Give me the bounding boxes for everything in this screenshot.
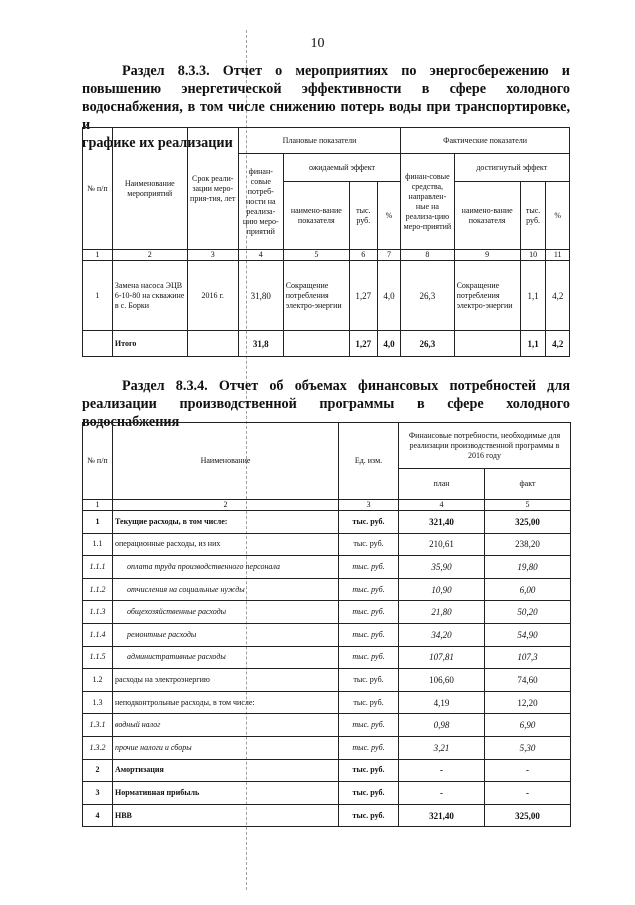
row-num: 1.2 (83, 669, 113, 692)
row-plan: 210,61 (399, 533, 485, 556)
column-number: 3 (187, 250, 238, 261)
header-financial-needs: Финансовые потребности, необходимые для реализации производственной программы в 2016 году (399, 423, 571, 469)
row-plan: 106,60 (399, 669, 485, 692)
header-plan-indicator-name: наимено-вание показателя (283, 182, 349, 250)
total-label: Итого (112, 331, 187, 357)
header-num: № п/п (83, 423, 113, 500)
row-fact: 74,60 (485, 669, 571, 692)
row-plan: 21,80 (399, 601, 485, 624)
total-plan-pct: 4,0 (377, 331, 401, 357)
heading-line: водоснабжения, в том числе снижению потерь воды при транспортировке, и (82, 99, 570, 133)
column-number-row (83, 500, 571, 511)
column-number: 1 (83, 500, 113, 511)
header-plan-financial-needs: финан-совые потреб-ности на реализа-цию меро-приятий (238, 154, 283, 250)
row-name: Текущие расходы, в том числе: (113, 511, 339, 534)
row-term: 2016 г. (187, 261, 238, 331)
row-name: отчисления на социальные нужды (113, 578, 339, 601)
row-plan: - (399, 782, 485, 805)
row-name: общехозяйственные расходы (113, 601, 339, 624)
column-number: 5 (283, 250, 349, 261)
total-plan-financial-needs: 31,8 (238, 331, 283, 357)
row-name: операционные расходы, из них (113, 533, 339, 556)
row-num: 1.1.5 (83, 646, 113, 669)
row-unit: тыс. руб. (339, 714, 399, 737)
table-row (83, 736, 571, 759)
row-fact: 12,20 (485, 691, 571, 714)
table-row (83, 578, 571, 601)
row-fact: 325,00 (485, 511, 571, 534)
heading-line: реализации производственной программы в сфере холодного (82, 396, 570, 412)
table-row (83, 714, 571, 737)
row-unit: тыс. руб. (339, 669, 399, 692)
heading-line: Раздел 8.3.3. Отчет о мероприятиях по энергосбережению и (122, 63, 570, 79)
header-plan-pct: % (377, 182, 401, 250)
heading-line: Раздел 8.3.4. Отчет об объемах финансовых потребностей для (122, 378, 570, 394)
row-num: 1 (83, 511, 113, 534)
total-fact-rub: 1,1 (520, 331, 546, 357)
row-plan: 0,98 (399, 714, 485, 737)
header-fact-indicator-name: наимено-вание показателя (454, 182, 520, 250)
page-number: 10 (310, 36, 325, 51)
header-planned-group: Плановые показатели (238, 128, 400, 154)
heading-line: повышению энергетической эффективности в сфере холодного (82, 81, 570, 97)
row-num: 1.1 (83, 533, 113, 556)
row-name: Амортизация (113, 759, 339, 782)
column-number: 9 (454, 250, 520, 261)
financial-needs-rows (83, 511, 571, 827)
table-row (83, 759, 571, 782)
row-num: 1.3.2 (83, 736, 113, 759)
table-row (83, 804, 571, 827)
header-term: Срок реали-зации меро-прия-тия, лет (187, 128, 238, 250)
column-number: 2 (113, 500, 339, 511)
row-num: 1 (83, 261, 113, 331)
row-plan-rub: 1,27 (349, 261, 377, 331)
row-unit: тыс. руб. (339, 646, 399, 669)
heading-line: водоснабжения (82, 414, 180, 430)
row-name: водный налог (113, 714, 339, 737)
row-plan: 34,20 (399, 623, 485, 646)
row-fact: 238,20 (485, 533, 571, 556)
row-name: ремонтные расходы (113, 623, 339, 646)
row-fact: 5,30 (485, 736, 571, 759)
row-fact: 6,90 (485, 714, 571, 737)
row-measure-name: Замена насоса ЭЦВ 6-10-80 на скважине в с. Борки (112, 261, 187, 331)
row-fact: 6,00 (485, 578, 571, 601)
row-name: неподконтрольные расходы, в том числе: (113, 691, 339, 714)
total-row (83, 331, 570, 357)
row-fact: 50,20 (485, 601, 571, 624)
row-unit: тыс. руб. (339, 578, 399, 601)
table-row (83, 669, 571, 692)
row-plan: 4,19 (399, 691, 485, 714)
header-fact-financial-means: финан-совые средства, направлен-ные на реализа-цию меро-приятий (401, 154, 454, 250)
row-plan-indicator-name: Сокращение потребления электро-энергии (283, 261, 349, 331)
energy-saving-measures-table (82, 127, 570, 357)
column-number: 6 (349, 250, 377, 261)
row-unit: тыс. руб. (339, 736, 399, 759)
header-expected-effect: ожидаемый эффект (283, 154, 400, 182)
row-name: административные расходы (113, 646, 339, 669)
financial-needs-table (82, 422, 571, 827)
table-row (83, 511, 571, 534)
row-num: 1.1.2 (83, 578, 113, 601)
table-row (83, 691, 571, 714)
column-number: 11 (546, 250, 570, 261)
row-fact: 325,00 (485, 804, 571, 827)
row-plan: 10,90 (399, 578, 485, 601)
row-name: НВВ (113, 804, 339, 827)
header-fact-rub: тыс. руб. (520, 182, 546, 250)
table-row (83, 782, 571, 805)
table-row (83, 261, 570, 331)
header-name: Наименование (113, 423, 339, 500)
row-fact: 54,90 (485, 623, 571, 646)
row-unit: тыс. руб. (339, 782, 399, 805)
row-plan: - (399, 759, 485, 782)
row-name: прочие налоги и сборы (113, 736, 339, 759)
column-number: 5 (485, 500, 571, 511)
heading-line: графике их реализации (82, 135, 233, 151)
header-plan: план (399, 469, 485, 500)
header-achieved-effect: достигнутый эффект (454, 154, 569, 182)
header-num: № п/п (83, 128, 113, 250)
row-unit: тыс. руб. (339, 533, 399, 556)
row-num: 1.3 (83, 691, 113, 714)
row-plan: 3,21 (399, 736, 485, 759)
header-plan-rub: тыс. руб. (349, 182, 377, 250)
column-number: 1 (83, 250, 113, 261)
row-num: 1.1.4 (83, 623, 113, 646)
header-measure-name: Наименование мероприятий (112, 128, 187, 250)
total-plan-rub: 1,27 (349, 331, 377, 357)
row-name: Нормативная прибыль (113, 782, 339, 805)
row-name: оплата труда производственного персонала (113, 556, 339, 579)
total-fact-pct: 4,2 (546, 331, 570, 357)
column-number: 7 (377, 250, 401, 261)
row-unit: тыс. руб. (339, 623, 399, 646)
row-plan-financial-needs: 31,80 (238, 261, 283, 331)
row-unit: тыс. руб. (339, 804, 399, 827)
table-row (83, 646, 571, 669)
table-row (83, 623, 571, 646)
table-row (83, 556, 571, 579)
row-plan: 35,90 (399, 556, 485, 579)
column-number: 2 (112, 250, 187, 261)
row-fact-financial-means: 26,3 (401, 261, 454, 331)
header-fact: факт (485, 469, 571, 500)
row-unit: тыс. руб. (339, 556, 399, 579)
row-fact: 107,3 (485, 646, 571, 669)
row-fact-indicator-name: Сокращение потребления электро-энергии (454, 261, 520, 331)
row-fact: - (485, 782, 571, 805)
header-fact-pct: % (546, 182, 570, 250)
row-num: 3 (83, 782, 113, 805)
header-unit: Ед. изм. (339, 423, 399, 500)
row-num: 4 (83, 804, 113, 827)
column-number: 4 (399, 500, 485, 511)
table-row (83, 601, 571, 624)
row-fact-rub: 1,1 (520, 261, 546, 331)
row-plan: 107,81 (399, 646, 485, 669)
row-num: 1.1.3 (83, 601, 113, 624)
table-row (83, 533, 571, 556)
row-fact-pct: 4,2 (546, 261, 570, 331)
total-fact-financial-means: 26,3 (401, 331, 454, 357)
row-fact: - (485, 759, 571, 782)
header-actual-group: Фактические показатели (401, 128, 570, 154)
column-number-row (83, 250, 570, 261)
row-num: 1.1.1 (83, 556, 113, 579)
column-number: 8 (401, 250, 454, 261)
row-unit: тыс. руб. (339, 759, 399, 782)
row-unit: тыс. руб. (339, 691, 399, 714)
row-unit: тыс. руб. (339, 601, 399, 624)
row-plan-pct: 4,0 (377, 261, 401, 331)
row-unit: тыс. руб. (339, 511, 399, 534)
row-name: расходы на электроэнергию (113, 669, 339, 692)
row-plan: 321,40 (399, 804, 485, 827)
column-number: 3 (339, 500, 399, 511)
column-number: 4 (238, 250, 283, 261)
row-num: 1.3.1 (83, 714, 113, 737)
row-num: 2 (83, 759, 113, 782)
row-fact: 19,80 (485, 556, 571, 579)
row-plan: 321,40 (399, 511, 485, 534)
column-number: 10 (520, 250, 546, 261)
